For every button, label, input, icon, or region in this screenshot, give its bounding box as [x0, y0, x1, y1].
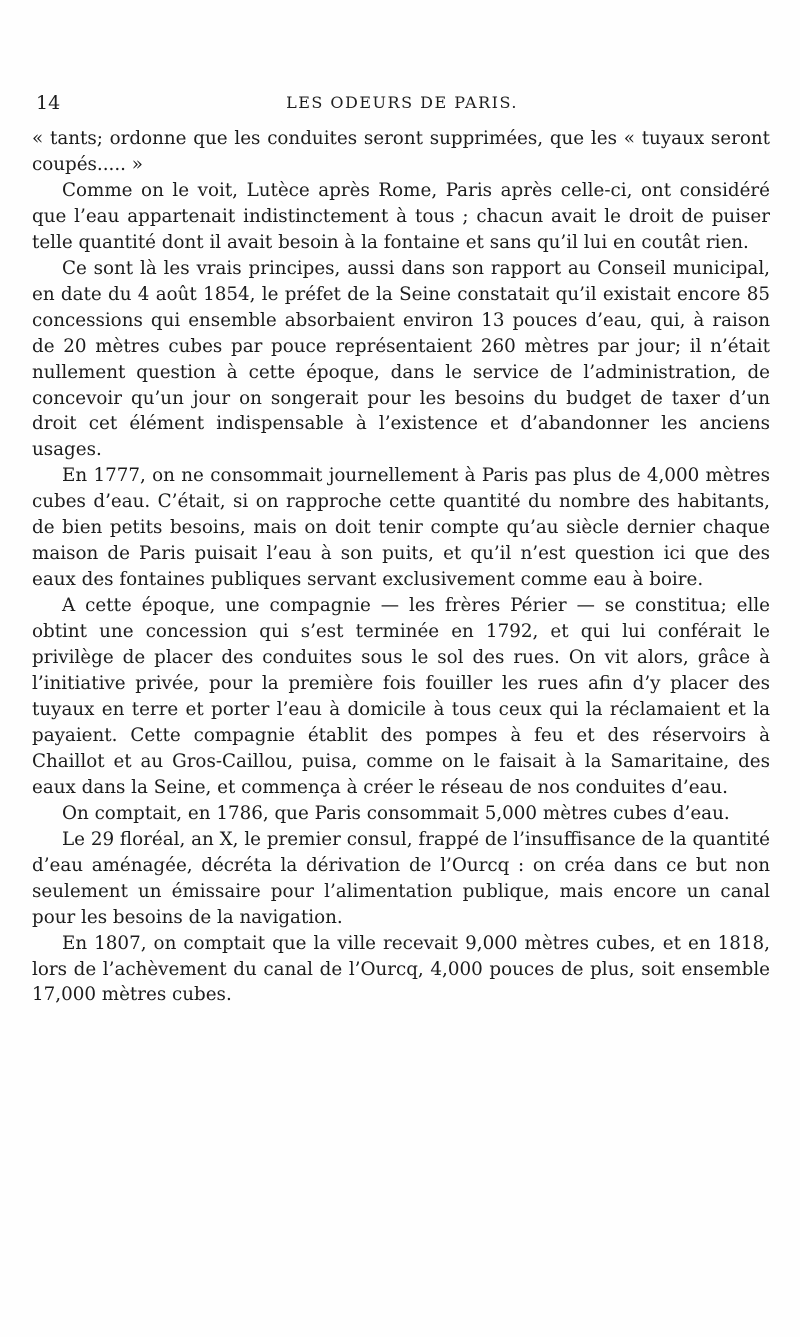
paragraph: Comme on le voit, Lutèce après Rome, Paris après celle-ci, ont considéré que l’eau appartenait indistinctement à tous ; chacun avait le droit de puiser telle quantité dont il avait besoin à la fontaine et sans qu’il lui en coutât rien.	[32, 179, 770, 253]
paragraph: A cette époque, une compagnie — les frères Périer — se constitua; elle obtint une concession qui s’est terminée en 1792, et qui lui conférait le privilège de placer des conduites sous le sol des rues. On vit alors, grâce à l’initiative privée, pour la première fois fouiller les rues afin d’y placer des tuyaux en terre et porter l’eau à domicile à tous ceux qui la réclamaient et la payaient. Cette compagnie établit des pompes à feu et des réservoirs à Chaillot et au Gros-Caillou, puisa, comme on le faisait à la Samaritaine, des eaux dans la Seine, et commença à créer le réseau de nos conduites d’eau.	[32, 595, 770, 798]
running-title: LES ODEURS DE PARIS.	[286, 93, 518, 112]
paragraph: En 1807, on comptait que la ville recevait 9,000 mètres cubes, et en 1818, lors de l’achèvement du canal de l’Ourcq, 4,000 pouces de plus, soit ensemble 17,000 mètres cubes.	[32, 932, 770, 1006]
paragraph: Ce sont là les vrais principes, aussi dans son rapport au Conseil municipal, en date du 4 août 1854, le préfet de la Seine constatait qu’il existait encore 85 concessions qui ensemble absorbaient environ 13 pouces d’eau, qui, à raison de 20 mètres cubes par pouce représentaient 260 mètres par jour; il n’était nullement question à cette époque, dans le service de l’administration, de concevoir qu’un jour on songerait pour les besoins du budget de taxer d’un droit cet élément indispensable à l’existence et d’abandonner les anciens usages.	[32, 257, 770, 461]
paragraph: En 1777, on ne consommait journellement à Paris pas plus de 4,000 mètres cubes d’eau. C’était, si on rapproche cette quantité du nombre des habitants, de bien petits besoins, mais on doit tenir compte qu’au siècle dernier chaque maison de Paris puisait l’eau à son puits, et qu’il n’est question ici que des eaux des fontaines publiques servant exclusivement comme eau à boire.	[32, 465, 770, 591]
paragraph: On comptait, en 1786, que Paris consommait 5,000 mètres cubes d’eau.	[62, 802, 730, 824]
body-text	[32, 126, 770, 1008]
paragraph: « tants; ordonne que les conduites seront supprimées, que les « tuyaux seront coupés..... »	[32, 128, 770, 175]
page-number: 14	[36, 92, 61, 114]
page-header	[36, 92, 768, 120]
paragraph: Le 29 floréal, an X, le premier consul, frappé de l’insuffisance de la quantité d’eau aménagée, décréta la dérivation de l’Ourcq : on créa dans ce but non seulement un émissaire pour l’alimentation publique, mais encore un canal pour les besoins de la navigation.	[32, 828, 770, 928]
